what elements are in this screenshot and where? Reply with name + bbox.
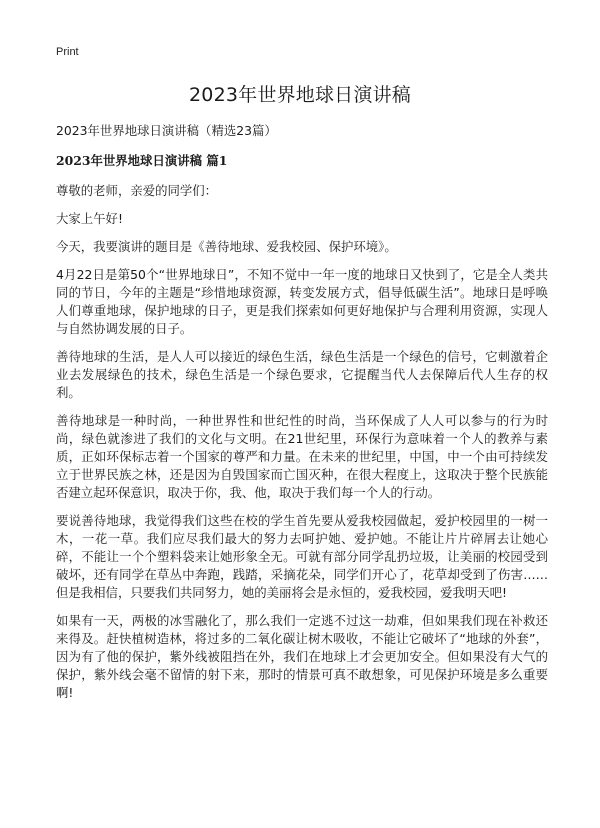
paragraph-green-life: 善待地球的生活，是人人可以接近的绿色生活，绿色生活是一个绿色的信号，它刺激着企业去发展绿色的技术，绿色生活是一个绿色要求，它提醒当代人去保障后代人生存的权利。: [56, 349, 548, 400]
document-title: 2023年世界地球日演讲稿: [189, 84, 411, 106]
document-content: [56, 122, 548, 712]
section-heading: 2023年世界地球日演讲稿 篇1: [56, 153, 228, 168]
paragraph-topic: 今天，我要演讲的题目是《善待地球、爱我校园、保护环境》。: [56, 239, 397, 254]
paragraph-earth-day: 4月22日是第50个“世界地球日”，不知不觉中一年一度的地球日又快到了，它是全人类共同的节日，今年的主题是“珍惜地球资源，转变发展方式，倡导低碳生活”。地球日是呼唤人们尊重地球，保护地球的日子，更是我们探索如何更好地保护与合理利用资源，实现人与自然协调发展的日子。: [56, 267, 548, 336]
print-link[interactable]: Print: [56, 46, 79, 58]
paragraph-climate: 如果有一天，两极的冰雪融化了，那么我们一定逃不过这一劫难，但如果我们现在补救还来得及。赶快植树造林，将过多的二氧化碳让树木吸收，不能让它破坏了“地球的外套”，因为有了他的保护，紫外线被阻挡在外，我们在地球上才会更加安全。但如果没有大气的保护，紫外线会毫不留情的射下来，那时的情景可真不敢想象，可见保护环境是多么重要啊!: [56, 613, 548, 700]
paragraph-campus: 要说善待地球，我觉得我们这些在校的学生首先要从爱我校园做起，爱护校园里的一树一木，一花一草。我们应尽我们最大的努力去呵护她、爱护她。不能让片片碎屑去让她心碎，不能让一个个塑料袋来让她形象全无。可就有部分同学乱扔垃圾，让美丽的校园受到破坏，还有同学在草丛中奔跑，践踏，采摘花朵，同学们开心了，花草却受到了伤害……但是我相信，只要我们共同努力，她的美丽将会是永恒的，爱我校园，爱我明天吧!: [56, 513, 548, 600]
paragraph-salutation: 尊敬的老师，亲爱的同学们：: [56, 183, 218, 198]
paragraph-greeting: 大家上午好!: [56, 211, 123, 226]
paragraph-fashion: 善待地球是一种时尚，一种世界性和世纪性的时尚，当环保成了人人可以参与的行为时尚，绿色就渗进了我们的文化与文明。在21世纪里，环保行为意味着一个人的教养与素质，正如环保标志着一个国家的尊严和力量。在未来的世纪里，中国，中一个由可持续发立于世界民族之林，还是因为自毁国家而亡国灭种，在很大程度上，这取决于整个民族能否建立起环保意识，取决于你，我、他，取决于我们每一个人的行动。: [56, 413, 548, 500]
document-subtitle: 2023年世界地球日演讲稿（精选23篇）: [56, 123, 277, 138]
